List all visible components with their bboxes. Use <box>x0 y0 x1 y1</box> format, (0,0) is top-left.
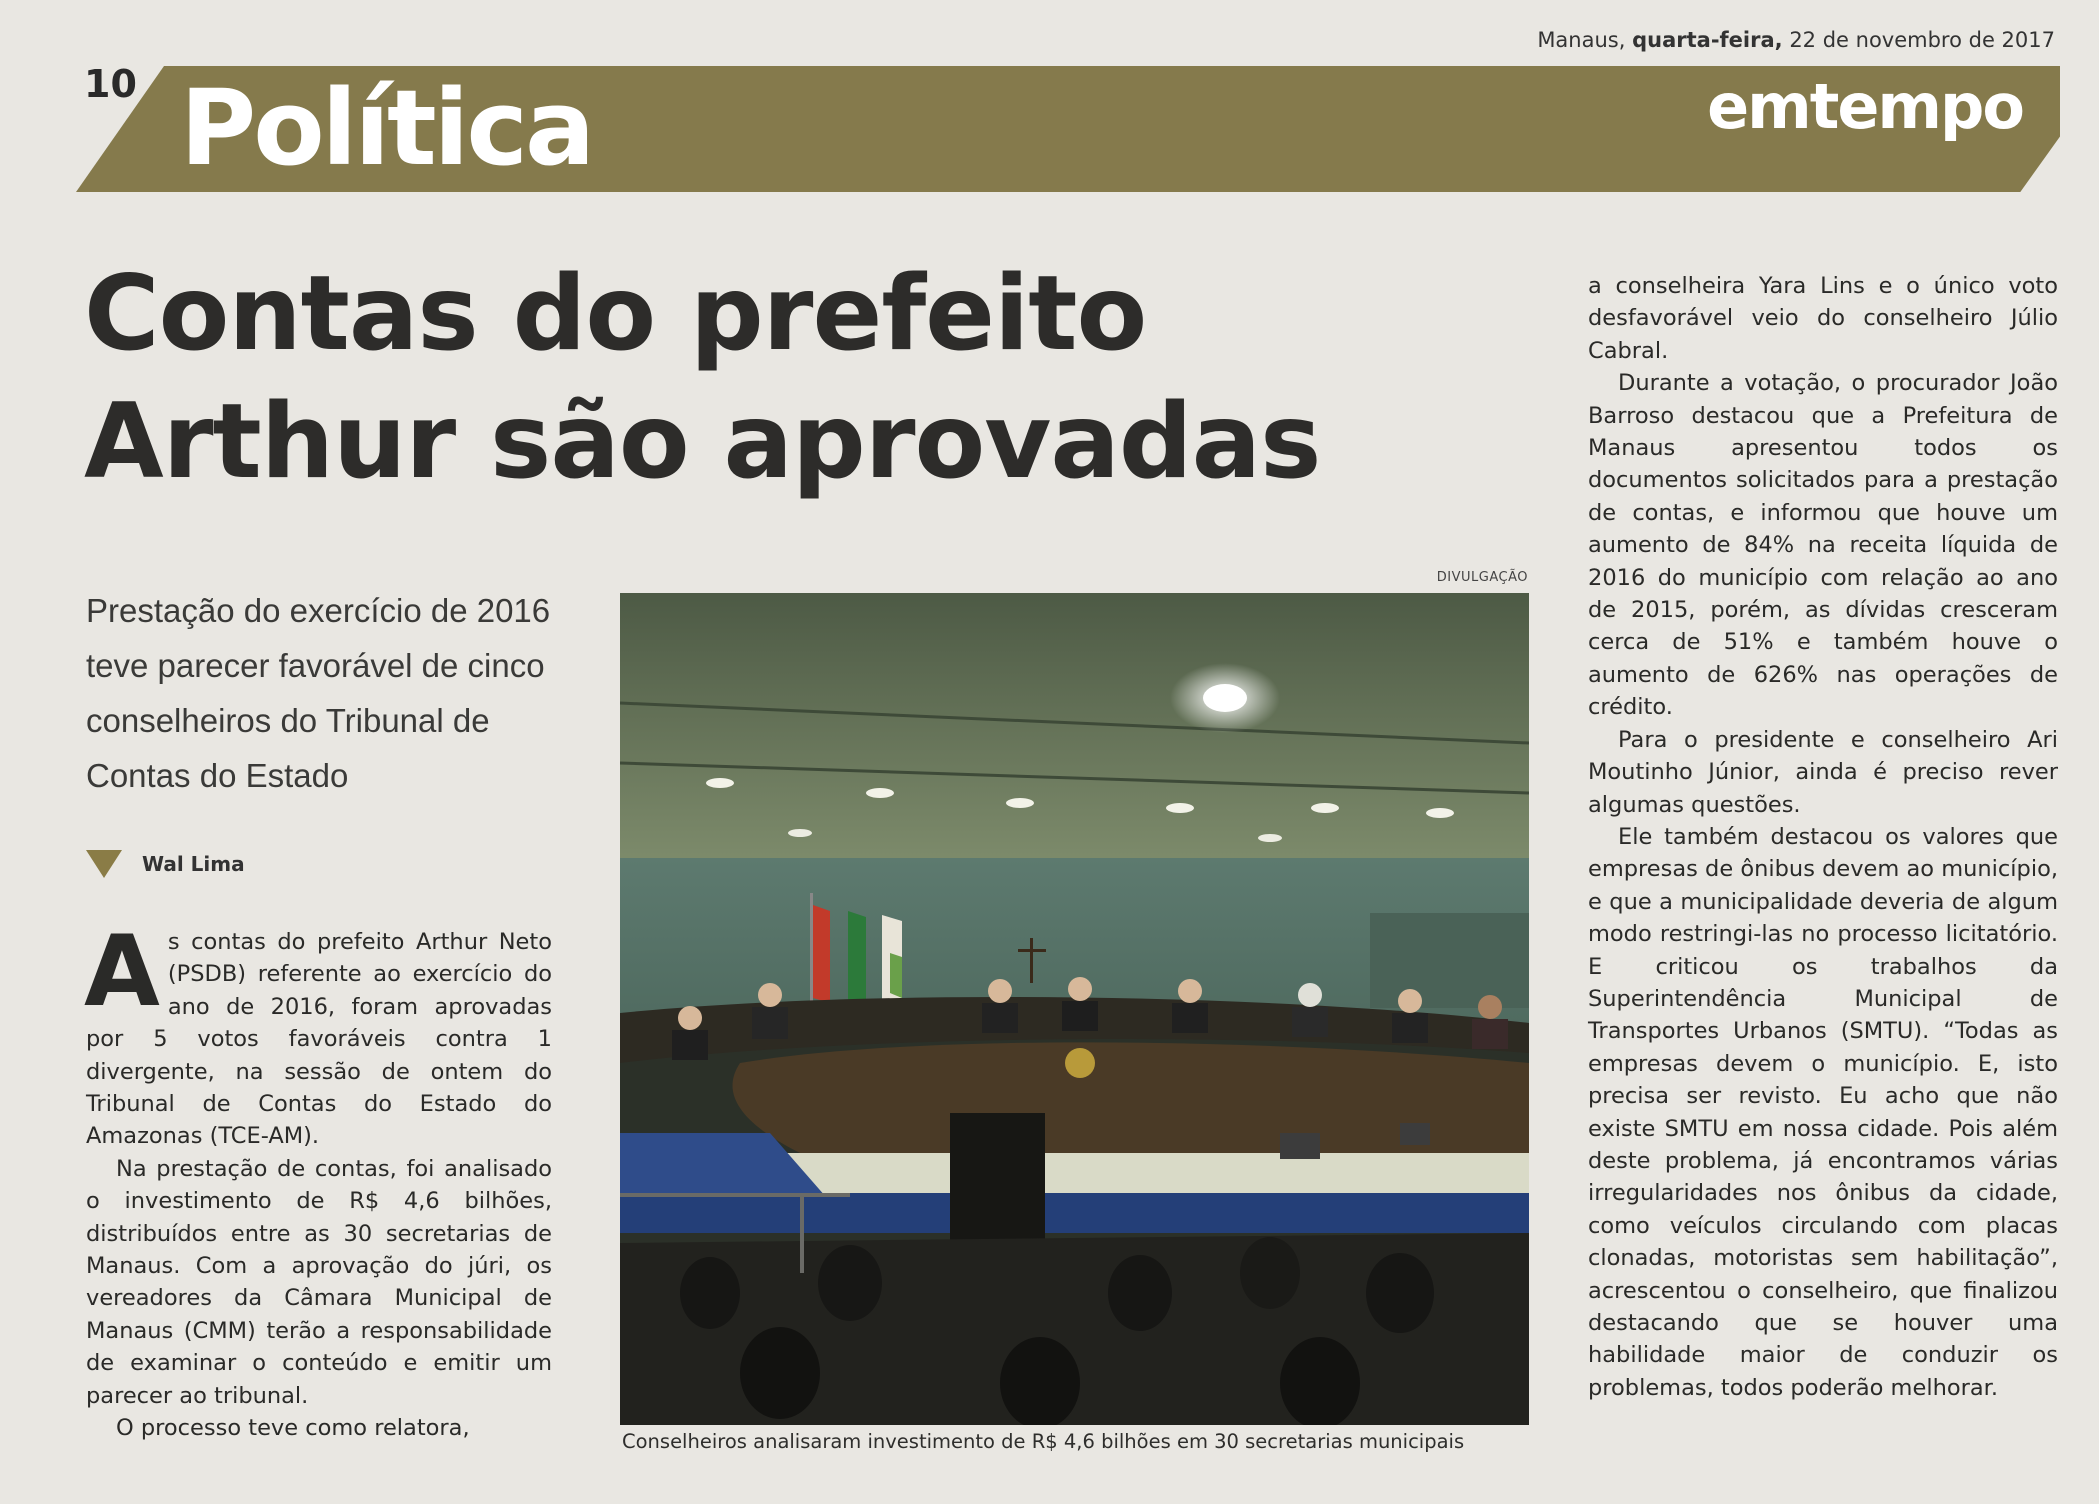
subheadline: Prestação do exercício de 2016 teve parecer favorável de cinco conselheiros do Tribunal de Contas do Estado <box>86 592 551 794</box>
author-name: Wal Lima <box>142 852 245 876</box>
paragraph-1 <box>84 915 552 1153</box>
paragraph-6: Para o presidente e conselheiro Ari Moutinho Júnior, ainda é preciso rever algumas questões. <box>1588 726 2058 818</box>
headline-line-1: Contas do prefeito <box>84 254 1147 374</box>
session-photo <box>620 593 1529 1425</box>
dateline <box>1537 28 2055 52</box>
byline <box>86 850 245 878</box>
newspaper-logo: emtempo <box>1707 70 2023 143</box>
photo-credit: DIVULGAÇÃO <box>1436 570 1528 585</box>
paragraph-1-text: s contas do prefeito Arthur Neto (PSDB) referente ao exercício do ano de 2016, foram aprovadas por 5 votos favoráveis contra 1 divergente, na sessão de ontem do Tribunal de Contas do Estado do Amazonas (TCE-AM). <box>86 929 552 1150</box>
photo-caption: Conselheiros analisaram investimento de R$ 4,6 bilhões em 30 secretarias municipais <box>622 1430 1465 1453</box>
page-number: 10 <box>84 62 137 106</box>
dateline-city: Manaus, <box>1537 28 1626 52</box>
triangle-icon <box>86 850 122 878</box>
paragraph-2: Na prestação de contas, foi analisado o investimento de R$ 4,6 bilhões, distribuídos entre as 30 secretarias de Manaus. Com a aprovação do júri, os vereadores da Câmara Municipal de Manaus (CMM) terão a responsabilidade de examinar o conteúdo e emitir um parecer ao tribunal. <box>86 1155 552 1409</box>
paragraph-3: O processo teve como relatora, <box>116 1415 470 1442</box>
paragraph-5: Durante a votação, o procurador João Barroso destacou que a Prefeitura de Manaus apresentou todos os documentos solicitados para a prestação de contas, e informou que houve um aumento de 84% na receita líquida de 2016 do município com relação ao ano de 2015, porém, as dívidas cresceram cerca de 51% e também houve o aumento de 626% nas operações de crédito. <box>1588 370 2058 721</box>
dateline-weekday: quarta-feira, <box>1632 28 1783 52</box>
headline <box>84 250 1564 506</box>
paragraph-7: Ele também destacou os valores que empresas de ônibus devem ao município, e que a municipalidade deveria de algum modo restringi-las no processo licitatório. E criticou os trabalhos da Superintendência Municipal de Transportes Urbanos (SMTU). “Todas as empresas devem o município. E, isto precisa ser revisto. Eu acho que não existe SMTU em nossa cidade. Pois além deste problema, já encontramos várias irregularidades nos ônibus da cidade, como veículos circulando com placas clonadas, motoristas sem habilitação”, acrescentou o conselheiro, que finalizou destacando que se houver uma habilidade maior de conduzir os problemas, todos poderão melhorar. <box>1588 823 2058 1401</box>
drop-cap: A <box>84 915 160 1029</box>
section-title: Política <box>180 67 593 189</box>
dateline-date: 22 de novembro de 2017 <box>1789 28 2055 52</box>
article-column-left <box>84 915 552 1445</box>
headline-line-2: Arthur são aprovadas <box>84 382 1321 502</box>
article-column-right <box>1588 270 2058 1404</box>
paragraph-4: a conselheira Yara Lins e o único voto desfavorável veio do conselheiro Júlio Cabral. <box>1588 273 2058 364</box>
